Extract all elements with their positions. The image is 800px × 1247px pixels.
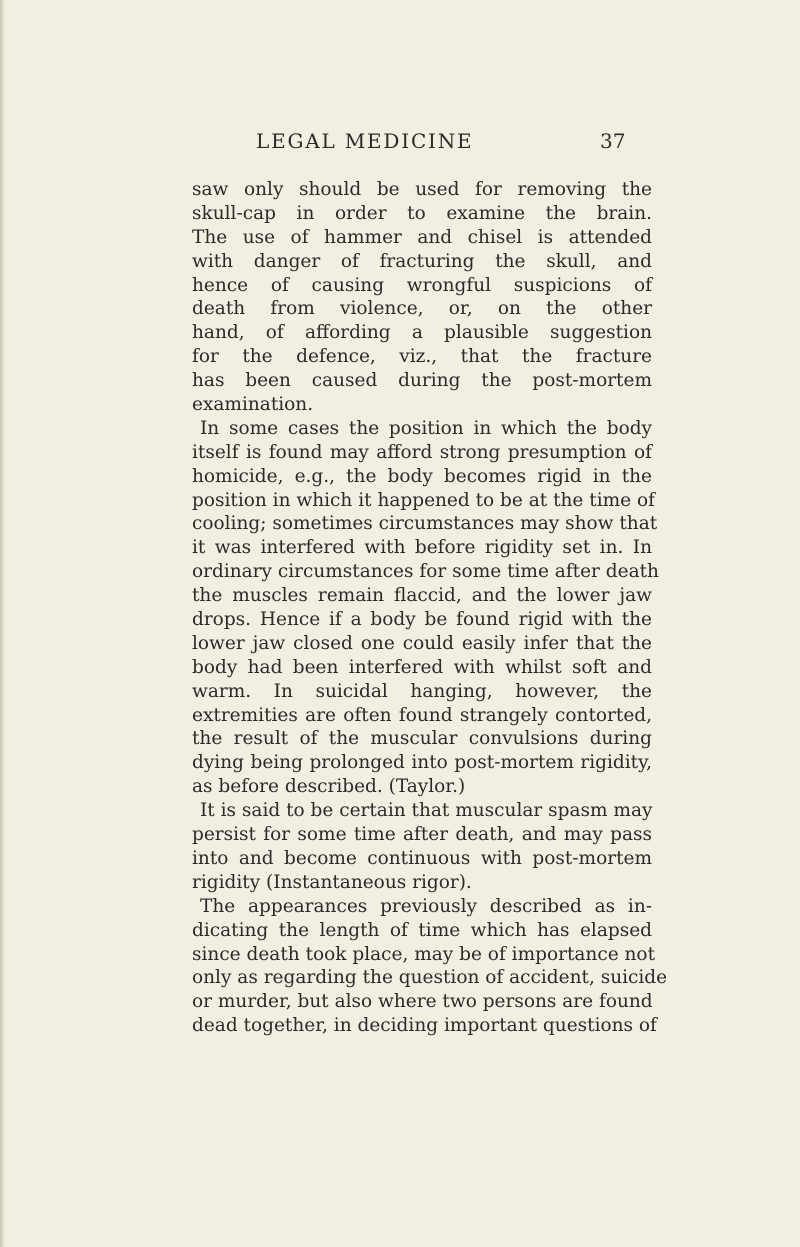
text-line: dead together, in deciding important questions of	[192, 1015, 657, 1037]
text-line: rigidity (Instantaneous rigor).	[192, 871, 472, 893]
paragraph-start: The appearances previously described as in-	[200, 895, 652, 917]
text-line: hand, of affording a plausible suggestion	[192, 322, 652, 344]
body-text	[192, 178, 668, 1038]
text-line: the result of the muscular convulsions during	[192, 728, 652, 750]
text-line: body had been interfered with whilst soft and	[192, 656, 652, 678]
paragraph-start: It is said to be certain that muscular spasm may	[200, 800, 653, 822]
text-line: hence of causing wrongful suspicions of	[192, 274, 652, 296]
text-line: cooling; sometimes circumstances may show that	[192, 513, 658, 535]
text-line: or murder, but also where two persons are found	[192, 991, 653, 1013]
text-line: itself is found may afford strong presumption of	[192, 441, 652, 463]
paragraph-start: In some cases the position in which the body	[200, 417, 652, 439]
text-line: saw only should be used for removing the	[192, 179, 652, 200]
text-line: The use of hammer and chisel is attended	[192, 226, 652, 248]
text-line: homicide, e.g., the body becomes rigid in the	[192, 465, 652, 487]
text-line: extremities are often found strangely contorted,	[192, 704, 652, 726]
page-edge-shadow	[0, 0, 5, 1247]
text-line: examination.	[192, 394, 314, 416]
text-line: has been caused during the post-mortem	[192, 370, 652, 392]
text-line: ordinary circumstances for some time after death	[192, 561, 659, 583]
text-line: it was interfered with before rigidity set in. In	[192, 537, 652, 559]
text-line: since death took place, may be of importance not	[192, 943, 656, 965]
running-head: LEGAL MEDICINE	[256, 129, 474, 153]
text-line: into and become continuous with post-mortem	[192, 847, 652, 869]
text-line: dying being prolonged into post-mortem rigidity,	[192, 752, 652, 774]
text-line: drops. Hence if a body be found rigid with the	[192, 609, 652, 631]
page-header	[0, 129, 800, 157]
page-number: 37	[600, 129, 626, 153]
text-line: with danger of fracturing the skull, and	[192, 250, 652, 272]
text-line: death from violence, or, on the other	[192, 298, 652, 320]
text-line: as before described. (Taylor.)	[192, 776, 466, 798]
text-line: dicating the length of time which has elapsed	[192, 919, 652, 941]
text-line: for the defence, viz., that the fracture	[192, 346, 652, 368]
text-line: only as regarding the question of accident, suicide	[192, 967, 668, 989]
text-line: position in which it happened to be at the time of	[192, 489, 655, 511]
text-line: warm. In suicidal hanging, however, the	[192, 680, 652, 702]
text-line: lower jaw closed one could easily infer that the	[192, 632, 652, 654]
text-line: skull-cap in order to examine the brain.	[192, 202, 652, 224]
text-line: the muscles remain flaccid, and the lower jaw	[192, 585, 652, 607]
text-line: persist for some time after death, and may pass	[192, 824, 652, 846]
